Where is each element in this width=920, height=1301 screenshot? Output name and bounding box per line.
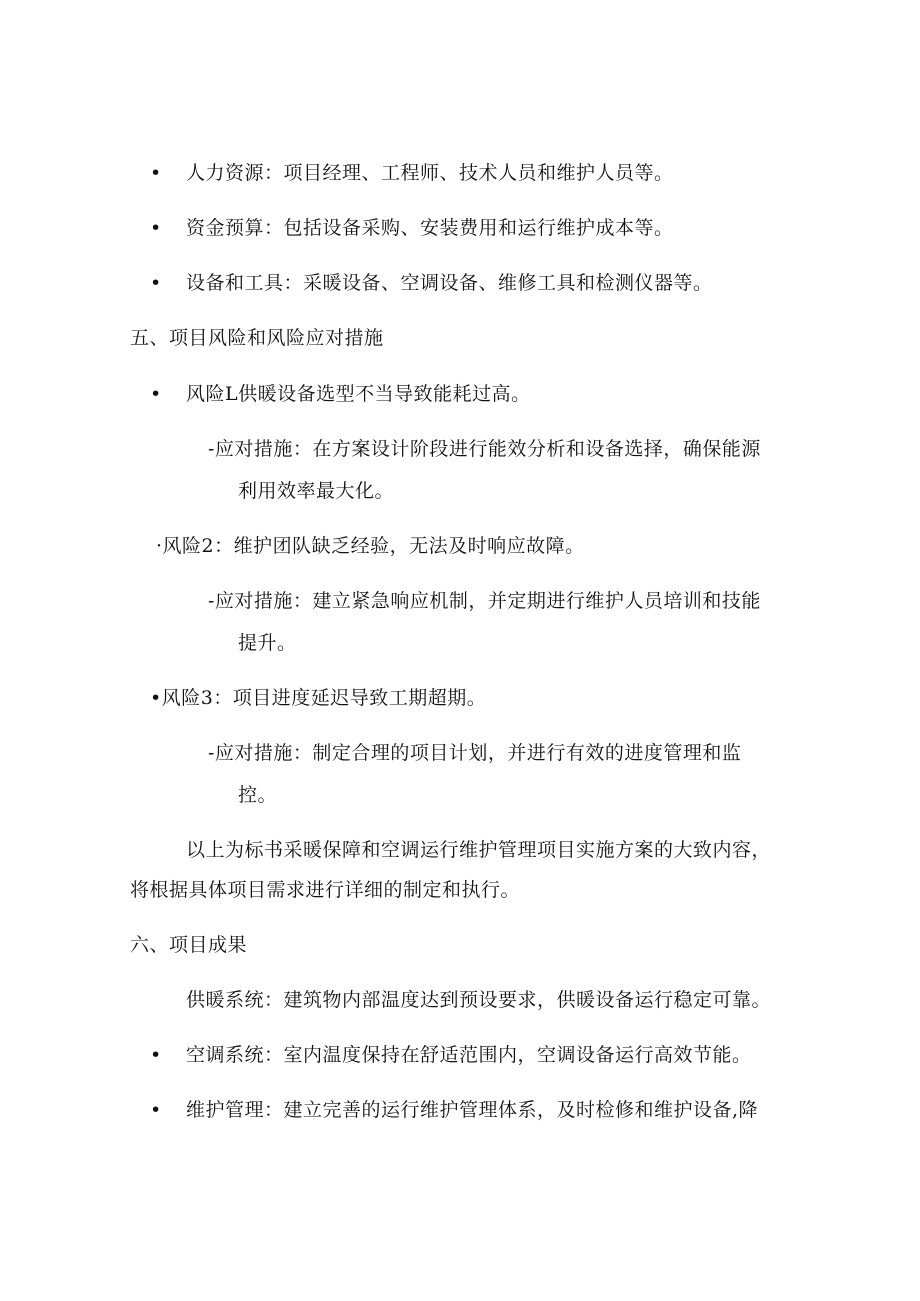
risk2-measure-line1: -应对措施：建立紧急响应机制，并定期进行维护人员培训和技能 xyxy=(208,590,761,612)
bullet-marker: • xyxy=(150,217,162,239)
outcome-item-ac: 空调系统：室内温度保持在舒适范围内，空调设备运行高效节能。 xyxy=(186,1044,752,1066)
risk-item-2: ·风险2：维护团队缺乏经验，无法及时响应故障。 xyxy=(156,535,585,557)
risk3-measure-line1: -应对措施：制定合理的项目计划，并进行有效的进度管理和监 xyxy=(208,742,742,764)
bullet-marker: • xyxy=(150,383,162,405)
summary-line1: 以上为标书采暖保障和空调运行维护管理项目实施方案的大致内容， xyxy=(186,839,772,861)
risk2-measure-line2: 提升。 xyxy=(238,632,297,654)
outcome-item-heating: 供暖系统：建筑物内部温度达到预设要求，供暖设备运行稳定可靠。 xyxy=(186,989,772,1011)
bullet-marker: • xyxy=(150,272,162,294)
resource-item-equipment: 设备和工具：采暖设备、空调设备、维修工具和检测仪器等。 xyxy=(186,272,713,294)
risk-item-3: •风险3：项目进度延迟导致工期超期。 xyxy=(150,687,487,709)
summary-line2: 将根据具体项目需求进行详细的制定和执行。 xyxy=(130,879,521,901)
risk-item-1: 风险L供暖设备选型不当导致能耗过高。 xyxy=(186,383,531,405)
bullet-marker: • xyxy=(150,1099,162,1121)
risk1-measure-line1: -应对措施：在方案设计阶段进行能效分析和设备选择，确保能源 xyxy=(208,438,761,460)
resource-item-human: 人力资源：项目经理、工程师、技术人员和维护人员等。 xyxy=(186,162,674,184)
section5-heading: 五、项目风险和风险应对措施 xyxy=(130,327,384,349)
risk1-measure-line2: 利用效率最大化。 xyxy=(238,480,395,502)
bullet-marker: • xyxy=(150,162,162,184)
outcome-item-maintenance: 维护管理：建立完善的运行维护管理体系，及时检修和维护设备,降 xyxy=(186,1099,759,1121)
bullet-marker: • xyxy=(150,1044,162,1066)
section6-heading: 六、项目成果 xyxy=(130,934,248,956)
risk3-measure-line2: 控。 xyxy=(238,784,278,806)
resource-item-budget: 资金预算：包括设备采购、安装费用和运行维护成本等。 xyxy=(186,217,674,239)
